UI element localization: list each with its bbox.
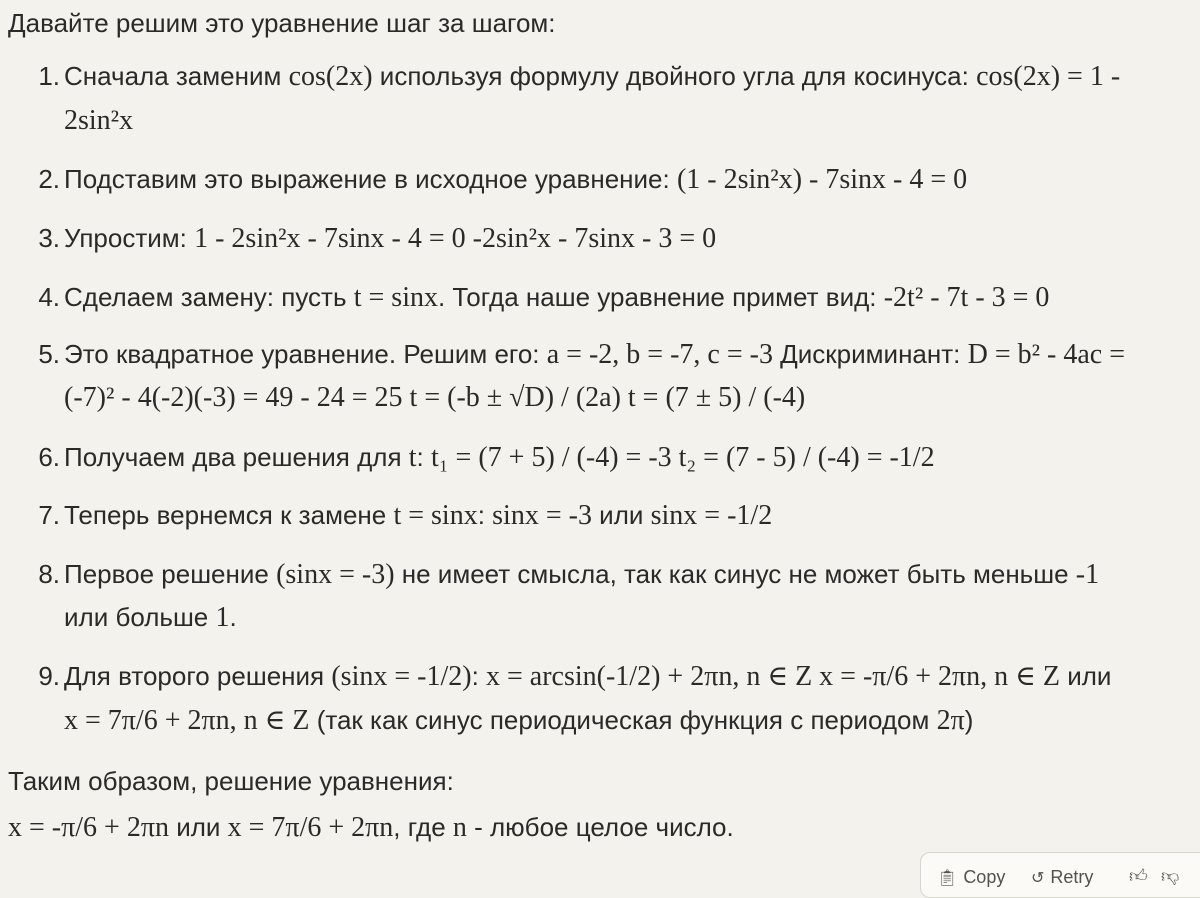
math-expression: t [408,442,417,473]
step-number: 1. [38,61,60,91]
conclusion-heading [8,764,454,798]
text-segment: (так как синус периодическая функция с периодом [309,705,937,735]
math-expression: 1 [215,602,230,633]
math-expression: (-7)² - 4(-2)(-3) = 49 - 24 = 25 t = (-b ± √D) / (2a) t = (7 ± 5) / (-4) [64,382,806,413]
text-segment: . [229,602,237,632]
text-segment: , где [393,812,453,842]
step-line [64,103,133,138]
math-expression: x = -π/6 + 2πn [8,812,169,843]
copy-label: Copy [963,867,1006,887]
thumbs-down-icon[interactable]: 👎︎ [1161,866,1180,887]
math-expression: sinx = -1/2 [650,500,773,531]
math-expression: 2sin²x [64,105,134,136]
step-number: 3. [38,223,60,253]
step-line [64,380,805,415]
math-expression: D = b² - 4ac = [967,339,1125,370]
math-expression: t = sinx [353,282,438,313]
math-expression: 2π [936,705,965,736]
text-segment: Упростим: [64,223,195,253]
math-expression: cos(2x) [288,61,373,92]
math-expression: t = sinx [393,500,478,531]
text-segment: - любое целое число. [466,812,734,842]
text-segment: Это квадратное уравнение. Решим его: [64,339,547,369]
step-line [64,337,1125,372]
math-expression: cos(2x) = 1 - [976,61,1121,92]
step-number: 7. [38,500,60,530]
step-line [64,162,967,197]
text-segment: Для второго решения [64,661,332,691]
step-line [64,498,772,533]
math-expression: x = 7π/6 + 2πn, n ∈ Z [64,705,310,736]
step-line [64,659,1111,694]
copy-button[interactable] [937,865,1005,890]
text-segment: не имеет смысла, так как синус не может быть меньше [394,559,1076,589]
step-line [64,440,935,475]
text-segment: . Тогда наше уравнение примет вид: [437,282,884,312]
math-expression: -1 [1075,559,1100,590]
text-segment: : [471,661,487,691]
text-segment: : [477,500,493,530]
retry-button[interactable] [1031,865,1093,890]
step-line [64,280,1049,315]
text-segment: : [416,442,431,472]
step-line [64,703,973,738]
math-expression: sinx = -3 [492,500,592,531]
text-segment: или [1059,661,1112,691]
message-actions [920,852,1200,898]
intro-text: Давайте решим это уравнение шаг за шагом: [8,8,556,38]
text-segment: ) [964,705,974,735]
undo-arrow-icon: ↺ [1031,868,1045,887]
text-segment: Получаем два решения для [64,442,409,472]
math-expression: t₁ = (7 + 5) / (-4) = -3 t₂ = (7 - 5) / (-4) = -1/2 [431,442,935,473]
step-number: 5. [38,339,60,369]
step-number: 6. [38,442,60,472]
math-expression: -2t² - 7t - 3 = 0 [883,282,1050,313]
conclusion-answer [8,810,734,845]
text-segment: Первое решение [64,559,277,589]
text-segment: или больше [64,602,216,632]
text-segment: Дискриминант: [772,339,968,369]
math-expression: (sinx = -3) [276,559,395,590]
clipboard-icon: 📋︎ [937,868,958,887]
text-segment: или [591,500,651,530]
thumbs-up-icon[interactable]: 👍︎ [1129,866,1148,887]
text-segment: Теперь вернемся к замене [64,500,394,530]
math-expression: x = 7π/6 + 2πn [227,812,394,843]
retry-label: Retry [1050,867,1094,887]
step-line [64,600,237,635]
text-segment: Подставим это выражение в исходное уравнение: [64,164,677,194]
step-number: 4. [38,282,60,312]
math-expression: 1 - 2sin²x - 7sinx - 4 = 0 -2sin²x - 7sinx - 3 = 0 [194,223,717,254]
step-number: 9. [38,661,60,691]
text-segment: Сделаем замену: пусть [64,282,354,312]
math-expression: (1 - 2sin²x) - 7sinx - 4 = 0 [676,164,968,195]
step-line [64,221,716,256]
step-number: 2. [38,164,60,194]
text-segment: используя формулу двойного угла для косинуса: [372,61,977,91]
math-expression: n [452,812,467,843]
text-segment: или [168,812,228,842]
math-expression: (sinx = -1/2) [331,661,472,692]
step-line [64,59,1120,94]
math-expression: a = -2, b = -7, c = -3 [546,339,773,370]
step-number: 8. [38,559,60,589]
step-line [64,557,1099,592]
text-segment: Сначала заменим [64,61,289,91]
text-segment: Таким образом, решение уравнения: [8,766,454,796]
math-expression: x = arcsin(-1/2) + 2πn, n ∈ Z x = -π/6 + 2πn, n ∈ Z [486,661,1060,692]
